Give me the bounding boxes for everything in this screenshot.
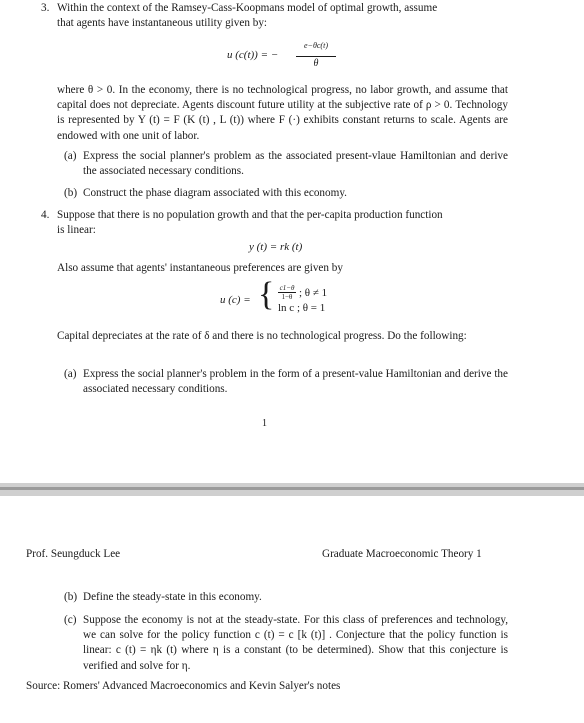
header-right: Graduate Macroeconomic Theory 1 <box>322 548 482 560</box>
q4-left-brace: { <box>258 276 275 313</box>
q3-b-label: (b) <box>64 187 78 199</box>
p2-c-label: (c) <box>64 614 77 626</box>
q4-line2: is linear: <box>57 224 96 236</box>
q4-case1-numerator: c1−θ <box>279 284 295 292</box>
q4-case2: ln c ; θ = 1 <box>278 302 326 314</box>
q3-fraction-bar <box>296 56 336 57</box>
q3-line1: Within the context of the Ramsey-Cass-Koopmans model of optimal growth, assume <box>57 2 438 14</box>
q3-paragraph: where θ > 0. In the economy, there is no technological progress, no labor growth, and assume that capital does not depreciate. Agents discount future utility at the subjective rate of ρ > 0. Technology is represented by Y (t) = F (K (t) , L (t)) where F (·) exhibits constant returns to scale. Agents are endowed with one unit of labor. <box>57 84 508 142</box>
q4-case1-denominator: 1−θ <box>281 293 293 301</box>
source-line: Source: Romers' Advanced Macroeconomics and Kevin Salyer's notes <box>26 680 341 692</box>
q4-a-label: (a) <box>64 368 77 380</box>
header-left: Prof. Seungduck Lee <box>26 548 121 560</box>
q4-number: 4. <box>41 209 50 221</box>
q4-line1: Suppose that there is no population growth and that the per-capita production function <box>57 209 443 221</box>
q4-paragraph: Capital depreciates at the rate of δ and there is no technological progress. Do the following: <box>57 330 467 342</box>
q4-production-equation: y (t) = rk (t) <box>249 241 303 253</box>
q3-a-text: Express the social planner's problem as the associated present-vlaue Hamiltonian and derive the associated necessary conditions. <box>83 150 508 178</box>
q3-line2: that agents have instantaneous utility given by: <box>57 17 268 29</box>
q3-utility-numerator: e−θc(t) <box>304 41 328 50</box>
page-number: 1 <box>262 418 267 429</box>
q3-utility-denominator: θ <box>313 58 319 69</box>
q3-a-label: (a) <box>64 150 77 162</box>
p2-c-text: Suppose the economy is not at the steady-state. For this class of preferences and technology, we can solve for the policy function c (t) = c [k (t)] . Conjecture that the policy function is linear: c (t) = ηk (t) where η is a constant (to be determined). Show that this conjecture is verified and solve for η. <box>83 614 508 672</box>
p2-b-label: (b) <box>64 591 78 603</box>
page-divider <box>0 487 584 490</box>
q4-utility-lhs: u (c) = <box>220 294 251 306</box>
q3-utility-lhs: u (c(t)) = − <box>227 49 279 61</box>
p2-b-text: Define the steady-state in this economy. <box>83 591 262 603</box>
q4-case1-condition: ; θ ≠ 1 <box>299 287 328 299</box>
q3-number: 3. <box>41 2 50 14</box>
q4-a-text: Express the social planner's problem in the form of a present-value Hamiltonian and derive the associated necessary conditions. <box>83 368 508 396</box>
q3-b-text: Construct the phase diagram associated with this economy. <box>83 187 347 199</box>
q4-preferences-line: Also assume that agents' instantaneous preferences are given by <box>57 262 343 274</box>
